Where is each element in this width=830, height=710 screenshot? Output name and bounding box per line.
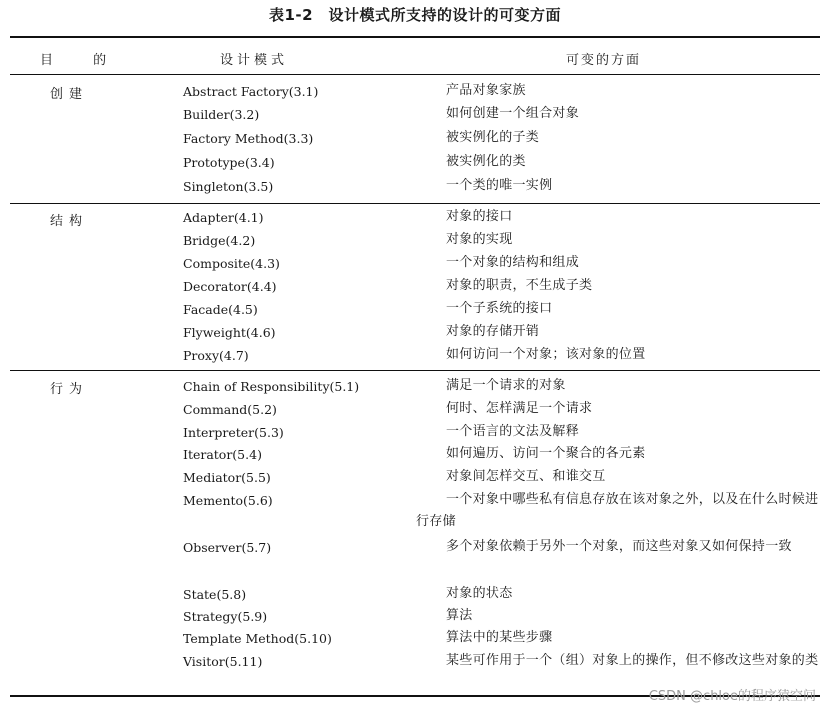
top-rule: [10, 36, 820, 38]
group-rule: [10, 370, 820, 371]
purpose-behavioral: 行为: [50, 382, 89, 397]
pattern-cell: Abstract Factory(3.1): [183, 84, 319, 99]
aspect-cell: 满足一个请求的对象: [446, 378, 566, 393]
pattern-cell: Visitor(5.11): [183, 654, 263, 669]
group-rule: [10, 203, 820, 204]
aspect-cell: 一个对象中哪些私有信息存放在该对象之外，以及在什么时候进行存储: [416, 492, 819, 529]
pattern-cell: Prototype(3.4): [183, 155, 275, 170]
pattern-cell: Composite(4.3): [183, 256, 280, 271]
aspect-cell: 被实例化的类: [446, 154, 526, 169]
pattern-cell: Command(5.2): [183, 402, 277, 417]
purpose-creational: 创建: [50, 87, 89, 102]
aspect-cell: 如何遍历、访问一个聚合的各元素: [446, 446, 646, 461]
aspect-cell: 产品对象家族: [446, 83, 526, 98]
pattern-cell: Observer(5.7): [183, 540, 272, 555]
aspect-cell: 如何创建一个组合对象: [446, 106, 580, 121]
pattern-cell: Factory Method(3.3): [183, 131, 314, 146]
pattern-cell: Decorator(4.4): [183, 279, 277, 294]
watermark: CSDN @chloe的程序猿空间: [648, 689, 816, 704]
aspect-cell: 如何访问一个对象；该对象的位置: [446, 347, 646, 362]
header-purpose: 目 的: [40, 53, 125, 68]
aspect-cell: 一个子系统的接口: [446, 301, 553, 316]
purpose-structural: 结构: [50, 214, 89, 229]
aspect-cell: 算法中的某些步骤: [446, 630, 553, 645]
pattern-cell: Adapter(4.1): [183, 210, 264, 225]
pattern-cell: Iterator(5.4): [183, 447, 262, 462]
aspect-cell: 对象的实现: [446, 232, 513, 247]
aspect-cell: 对象间怎样交互、和谁交互: [446, 469, 606, 484]
aspect-cell: 一个类的唯一实例: [446, 178, 553, 193]
pattern-cell: Builder(3.2): [183, 107, 260, 122]
header-aspect: 可变的方面: [566, 53, 642, 68]
pattern-cell: Template Method(5.10): [183, 631, 332, 646]
aspect-cell: 被实例化的子类: [446, 130, 540, 145]
pattern-cell: Singleton(3.5): [183, 179, 274, 194]
pattern-cell: Facade(4.5): [183, 302, 258, 317]
aspect-cell: 何时、怎样满足一个请求: [446, 401, 593, 416]
pattern-cell: Bridge(4.2): [183, 233, 256, 248]
pattern-cell: State(5.8): [183, 587, 247, 602]
pattern-cell: Mediator(5.5): [183, 470, 271, 485]
pattern-cell: Chain of Responsibility(5.1): [183, 379, 360, 394]
header-pattern: 设计模式: [220, 53, 289, 68]
aspect-cell: 对象的状态: [446, 586, 513, 601]
pattern-cell: Flyweight(4.6): [183, 325, 276, 340]
pattern-cell: Strategy(5.9): [183, 609, 268, 624]
aspect-cell: 一个对象的结构和组成: [446, 255, 580, 270]
aspect-cell: 某些可作用于一个（组）对象上的操作，但不修改这些对象的类: [446, 653, 819, 668]
aspect-cell: 对象的接口: [446, 209, 513, 224]
pattern-cell: Proxy(4.7): [183, 348, 249, 363]
aspect-cell: 算法: [446, 608, 473, 623]
aspect-cell: 对象的存储开销: [446, 324, 540, 339]
aspect-cell: 多个对象依赖于另外一个对象，而这些对象又如何保持一致: [446, 539, 792, 554]
pattern-cell: Memento(5.6): [183, 493, 273, 508]
pattern-cell: Interpreter(5.3): [183, 425, 284, 440]
table-title: 表1-2 设计模式所支持的设计的可变方面: [268, 6, 562, 24]
aspect-cell: 一个语言的文法及解释: [446, 424, 580, 439]
header-rule: [10, 74, 820, 75]
aspect-cell: 对象的职责，不生成子类: [446, 278, 593, 293]
